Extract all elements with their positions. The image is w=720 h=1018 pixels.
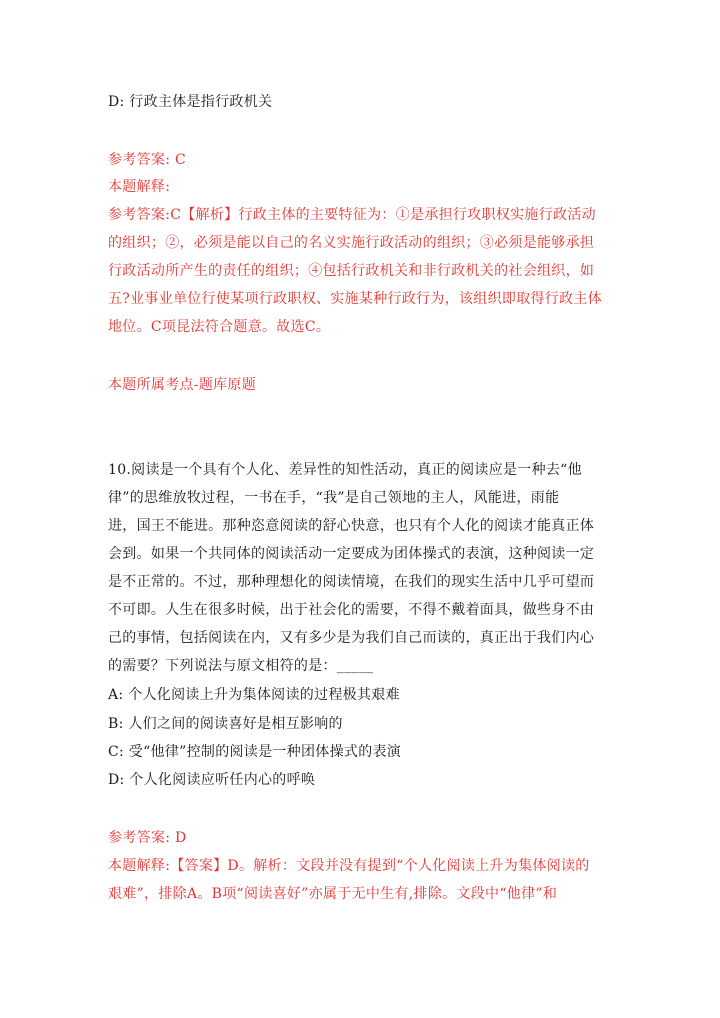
option-b: B: 人们之间的阅读喜好是相互影响的 [108, 716, 343, 732]
analysis-line: 参考答案:C【解析】行政主体的主要特征为：①是承担行攻职权实施行政活动 [108, 207, 596, 223]
option-d: D: 行政主体是指行政机关 [108, 94, 273, 110]
option-c: C: 受“他律”控制的阅读是一种团体操式的表演 [108, 744, 402, 760]
option-a: A: 个人化阅读上升为集体阅读的过程极其艰难 [108, 687, 400, 703]
answer: 参考答案: D [108, 830, 187, 846]
topic-tag: 本题所属考点-题库原题 [108, 377, 257, 393]
question-line: 己的事情，包括阅读在内，又有多少是为我们自己而读的，真正出于我们内心 [108, 630, 595, 646]
analysis-label: 本题解释: [108, 179, 171, 195]
analysis-line: 的组织；②，必须是能以自己的名义实施行政活动的组织；③必须是能够承担 [108, 235, 595, 251]
question-line: 会到。如果一个共同体的阅读活动一定要成为团体操式的表演，这种阅读一定 [108, 546, 595, 562]
question-line: 是不正常的。不过，那种理想化的阅读情境，在我们的现实生活中几乎可望而 [108, 574, 595, 590]
analysis-line: 本题解释:【答案】D。解析：文段并没有提到“个人化阅读上升为集体阅读的 [108, 858, 590, 874]
analysis-line: 艰难”，排除A。B项“阅读喜好”亦属于无中生有,排除。文段中“他律”和 [108, 886, 558, 902]
analysis-line: 五?业事业单位行使某项行政职权、实施某种行政行为，该组织即取得行政主体 [108, 291, 603, 307]
question-line: 10.阅读是一个具有个人化、差异性的知性活动，真正的阅读应是一种去“他 [108, 462, 582, 478]
question-line: 的需要？下列说法与原文相符的是：_____ [108, 658, 374, 674]
analysis-line: 地位。C项昆法符合题意。故选C。 [108, 319, 331, 335]
question-line: 进，国王不能进。那种恣意阅读的舒心快意，也只有个人化的阅读才能真正体 [108, 518, 595, 534]
option-d: D: 个人化阅读应听任内心的呼唤 [108, 772, 316, 788]
answer: 参考答案: C [108, 152, 186, 168]
analysis-line: 行政活动所产生的责任的组织；④包括行政机关和非行政机关的社会组织，如 [108, 263, 595, 279]
question-line: 律”的思维放牧过程，一书在手，“我”是自己领地的主人，风能进，雨能 [108, 490, 560, 506]
question-line: 不可即。人生在很多时候，出于社会化的需要，不得不戴着面具，做些身不由 [108, 602, 595, 618]
